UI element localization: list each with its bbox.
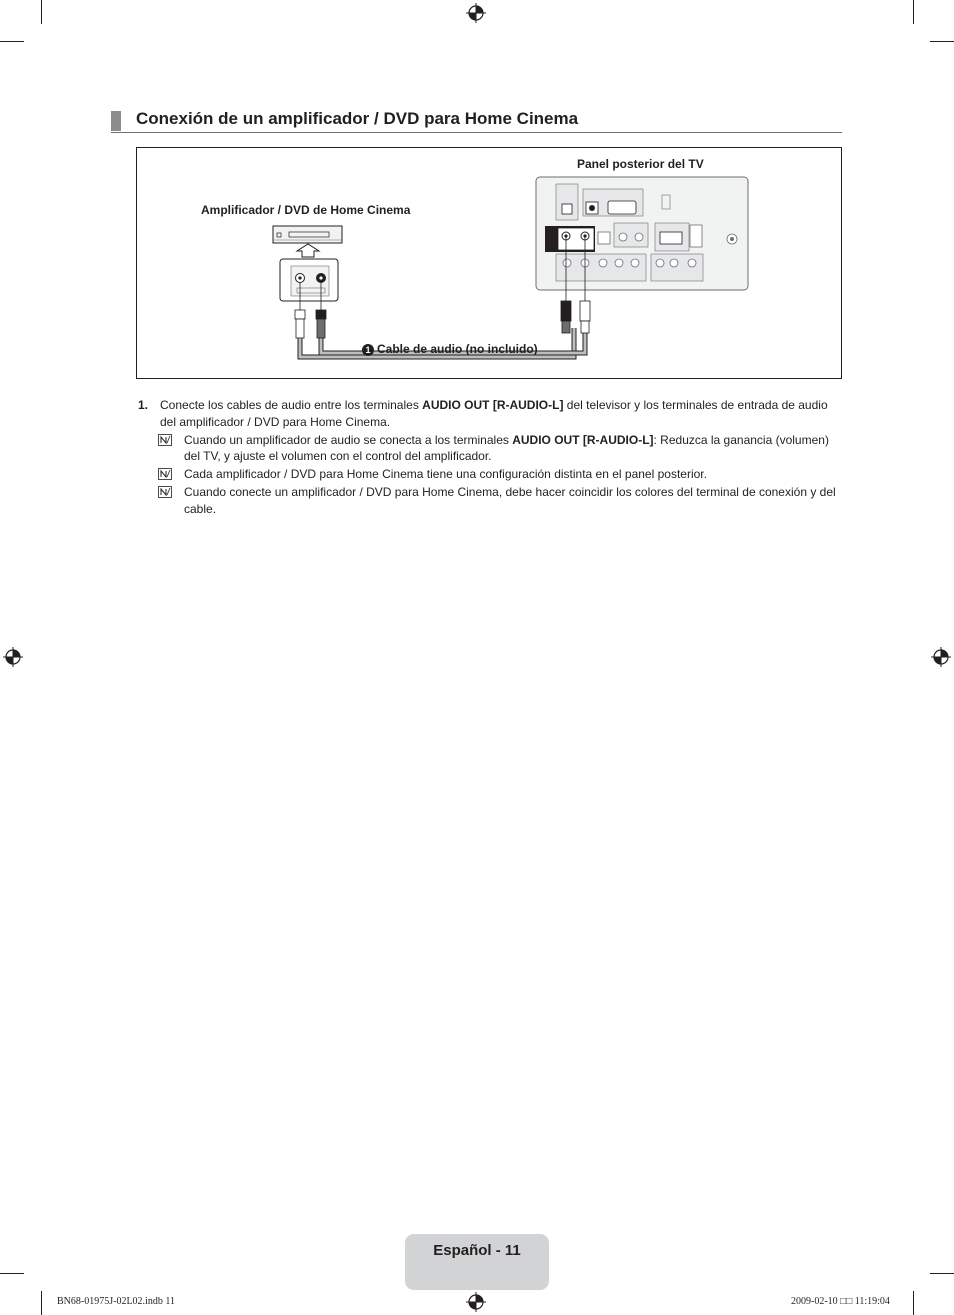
registration-mark-icon (931, 647, 951, 667)
note-3 (136, 484, 842, 517)
step-text-part: Conecte los cables de audio entre los terminales (160, 398, 423, 412)
cable-number-badge: 1 (362, 344, 374, 356)
amplifier-label: Amplificador / DVD de Home Cinema (201, 203, 411, 217)
step-number: 1. (138, 398, 149, 412)
note-2 (136, 466, 842, 483)
terminal-name: AUDIO OUT [R-AUDIO-L] (512, 432, 654, 447)
page-label: Español - 11 (433, 1242, 521, 1259)
crop-mark (913, 1291, 914, 1315)
page-number-tab (405, 1234, 549, 1290)
note-text: Cada amplificador / DVD para Home Cinema tiene una configuración distinta en el panel posterior. (184, 467, 707, 481)
crop-mark (930, 41, 954, 42)
step-1 (136, 397, 842, 430)
note-text: Cuando conecte un amplificador / DVD para Home Cinema, debe hacer coincidir los colores del terminal de conexión y del cable. (184, 485, 836, 516)
crop-mark (0, 1273, 24, 1274)
note-text-part: : Reduzca la ganancia (volumen) del TV, y ajuste el volumen con el control del amplificador. (184, 432, 829, 463)
crop-mark (913, 0, 914, 24)
home-cinema-unit (273, 226, 342, 301)
section-marker (111, 111, 121, 131)
registration-mark-icon (3, 647, 23, 667)
step-text-part: del televisor y los terminales de entrada de audio del amplificador / DVD para Home Cinema. (160, 398, 828, 429)
tv-rear-panel (536, 177, 748, 290)
note-icon (158, 486, 172, 498)
note-icon (158, 468, 172, 480)
crop-mark (41, 1291, 42, 1315)
registration-mark-icon (466, 3, 486, 23)
instructions (136, 397, 842, 517)
section-title: Conexión de un amplificador / DVD para Home Cinema (136, 109, 579, 128)
print-file-name: BN68-01975J-02L02.indb 11 (57, 1296, 175, 1307)
note-icon (158, 434, 172, 446)
registration-mark-icon (466, 1292, 486, 1312)
note-1 (136, 432, 842, 465)
terminal-name: AUDIO OUT [R-AUDIO-L] (422, 398, 564, 412)
crop-mark (930, 1273, 954, 1274)
cable-label-text: Cable de audio (no incluido) (377, 342, 538, 356)
section-header (111, 109, 842, 133)
crop-mark (41, 0, 42, 24)
print-date-time: 2009-02-10 □□ 11:19:04 (791, 1296, 890, 1307)
connection-diagram (136, 147, 842, 379)
tv-panel-label: Panel posterior del TV (577, 157, 704, 171)
cable-label (362, 342, 538, 356)
note-text-part: Cuando un amplificador de audio se conecta a los terminales (184, 432, 513, 447)
crop-mark (0, 41, 24, 42)
